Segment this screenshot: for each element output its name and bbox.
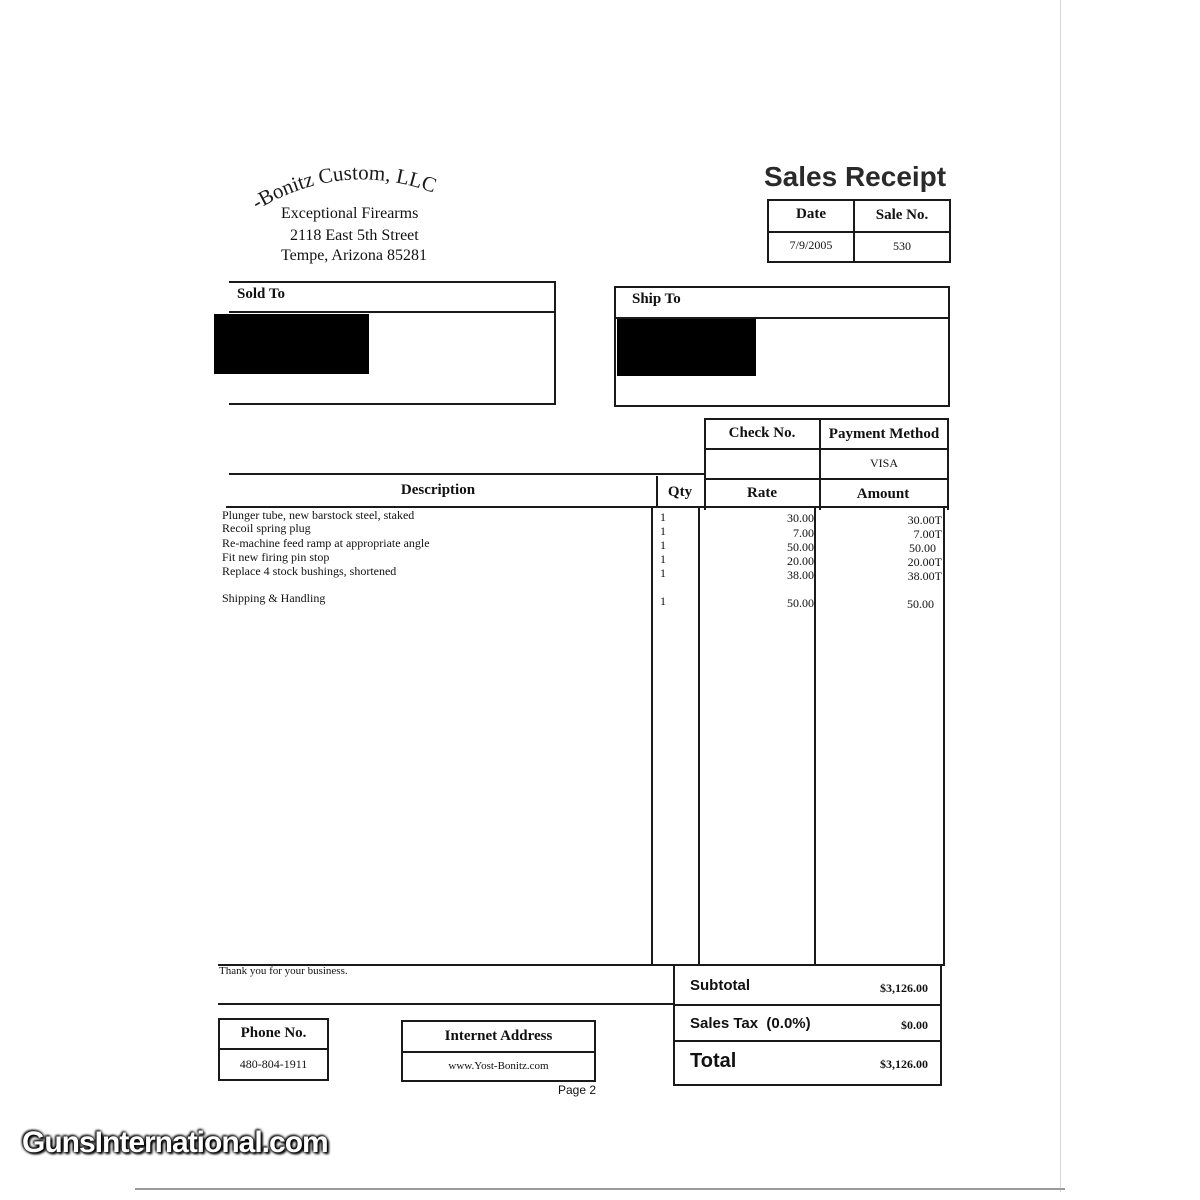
item-rate: 50.00	[787, 540, 814, 554]
item-amount: 20.00T	[907, 555, 942, 569]
divider	[947, 418, 949, 510]
phone-label: Phone No.	[240, 1025, 307, 1041]
ship-to-label: Ship To	[632, 291, 681, 307]
check-no-label: Check No.	[728, 425, 796, 441]
divider	[218, 1003, 675, 1005]
col-amount: Amount	[856, 486, 910, 502]
divider	[673, 1040, 942, 1042]
date-value: 7/9/2005	[789, 238, 833, 252]
item-rate: 30.00	[787, 511, 814, 525]
divider	[229, 281, 556, 283]
total-label: Total	[690, 1050, 737, 1072]
divider	[943, 506, 945, 966]
watermark-logo: GunsInternational.com	[22, 1126, 328, 1159]
page-number: Page 2	[558, 1083, 597, 1097]
item-rate: 38.00	[787, 568, 814, 582]
item-description: Fit new firing pin stop	[222, 550, 330, 564]
phone-value: 480-804-1911	[239, 1057, 308, 1071]
item-qty: 1	[660, 524, 666, 538]
payment-method-label: Payment Method	[828, 426, 940, 442]
sales-tax-value: $0.00	[901, 1018, 928, 1032]
divider	[814, 506, 816, 966]
item-amount: 50.00	[907, 597, 934, 611]
total-value: $3,126.00	[880, 1057, 928, 1071]
sale-no-label: Sale No.	[875, 207, 929, 223]
item-amount: 7.00T	[913, 527, 942, 541]
col-qty: Qty	[667, 484, 693, 500]
item-rate: 50.00	[787, 596, 814, 610]
divider	[554, 281, 556, 405]
item-rate: 20.00	[787, 554, 814, 568]
payment-method-value: VISA	[869, 456, 898, 470]
item-qty: 1	[660, 594, 666, 608]
sale-no-value: 530	[893, 239, 911, 253]
subtotal-label: Subtotal	[690, 977, 750, 994]
divider	[704, 448, 949, 450]
subtotal-value: $3,126.00	[880, 981, 928, 995]
redacted-address	[617, 319, 756, 376]
internet-value: www.Yost-Bonitz.com	[448, 1060, 549, 1072]
col-description: Description	[400, 482, 476, 498]
company-city: Tempe, Arizona 85281	[281, 247, 427, 264]
divider	[229, 473, 704, 475]
item-description: Re-machine feed ramp at appropriate angle	[222, 536, 430, 550]
divider	[229, 311, 556, 313]
redacted-address	[214, 314, 369, 374]
divider	[229, 403, 556, 405]
page-edge	[135, 1188, 1065, 1190]
internet-label: Internet Address	[444, 1028, 553, 1044]
divider	[767, 231, 951, 233]
item-rate: 7.00	[793, 526, 814, 540]
item-amount: 30.00T	[907, 513, 942, 527]
divider	[651, 506, 653, 966]
item-description: Shipping & Handling	[222, 591, 326, 605]
company-name: -Bonitz Custom, LLC	[247, 160, 440, 215]
sold-to-label: Sold To	[237, 286, 285, 302]
sales-tax-label: Sales Tax (0.0%)	[690, 1015, 811, 1032]
item-qty: 1	[660, 510, 666, 524]
item-qty: 1	[660, 538, 666, 552]
col-rate: Rate	[747, 485, 777, 501]
date-label: Date	[796, 206, 826, 222]
company-tagline: Exceptional Firearms	[281, 205, 419, 222]
divider	[673, 1004, 942, 1006]
item-qty: 1	[660, 566, 666, 580]
item-qty: 1	[660, 552, 666, 566]
divider	[401, 1051, 596, 1053]
item-amount: 50.00	[909, 541, 936, 555]
item-amount: 38.00T	[907, 569, 942, 583]
thank-you-note: Thank you for your business.	[219, 965, 348, 977]
item-description: Plunger tube, new barstock steel, staked	[222, 508, 415, 522]
document-title: Sales Receipt	[764, 161, 947, 192]
item-description: Replace 4 stock bushings, shortened	[222, 564, 397, 578]
item-description: Recoil spring plug	[222, 521, 311, 535]
divider	[218, 1048, 329, 1050]
company-street: 2118 East 5th Street	[290, 227, 419, 244]
